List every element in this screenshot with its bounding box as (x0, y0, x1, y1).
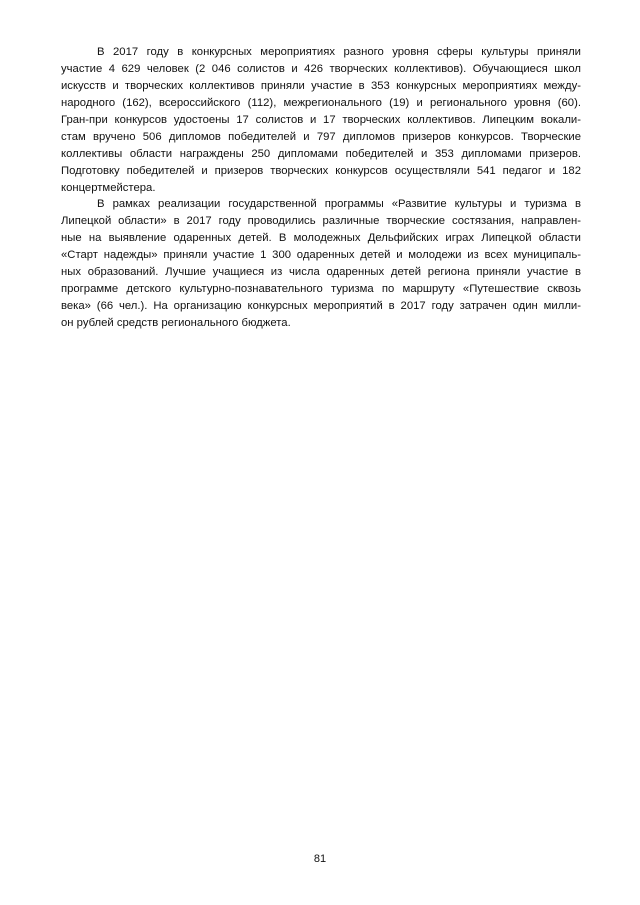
page-number: 81 (313, 853, 327, 865)
paragraph-1-line: коллективы области награждены 250 дипломами победителей и 353 дипломами призеров. (61, 147, 581, 160)
paragraph-2-line: ные на выявление одаренных детей. В молодежных Дельфийских играх Липецкой области (61, 232, 581, 245)
paragraph-2-line: он рублей средств регионального бюджета. (61, 317, 291, 329)
paragraph-2-line: века» (66 чел.). На организацию конкурсных мероприятий в 2017 году затрачен один милли- (61, 300, 581, 313)
paragraph-2-line: В рамках реализации государственной программы «Развитие культуры и туризма в (97, 198, 581, 211)
paragraph-1-line: концертмейстера. (61, 181, 156, 194)
paragraph-1-line: участие 4 629 человек (2 046 солистов и 426 творческих коллективов). Обучающиеся школ (61, 62, 581, 75)
paragraph-1-line: искусств и творческих коллективов приняли участие в 353 конкурсных мероприятиях между- (61, 79, 581, 92)
paragraph-1-line: Подготовку победителей и призеров творческих конкурсов осуществляли 541 педагог и 182 (61, 164, 581, 177)
paragraph-1-line: стам вручено 506 дипломов победителей и 797 дипломов призеров конкурсов. Творческие (61, 130, 581, 143)
paragraph-2-line: программе детского культурно-познавательного туризма по маршруту «Путешествие сквозь (61, 283, 581, 296)
paragraph-1-line: В 2017 году в конкурсных мероприятиях разного уровня сферы культуры приняли (97, 46, 581, 58)
paragraph-1-line: Гран-при конкурсов удостоены 17 солистов и 17 творческих коллективов. Липецким вокали- (61, 113, 581, 126)
body-text (61, 44, 581, 332)
paragraph-2-line: Липецкой области» в 2017 году проводились различные творческие состязания, направлен- (61, 215, 581, 228)
paragraph-1-line: народного (162), всероссийского (112), межрегионального (19) и регионального уровня (60). (61, 96, 581, 109)
paragraph-2-line: «Старт надежды» приняли участие 1 300 одаренных детей и молодежи из всех муниципаль- (61, 249, 581, 262)
paragraph-2-line: ных образований. Лучшие учащиеся из числа одаренных детей региона приняли участие в (61, 266, 581, 279)
